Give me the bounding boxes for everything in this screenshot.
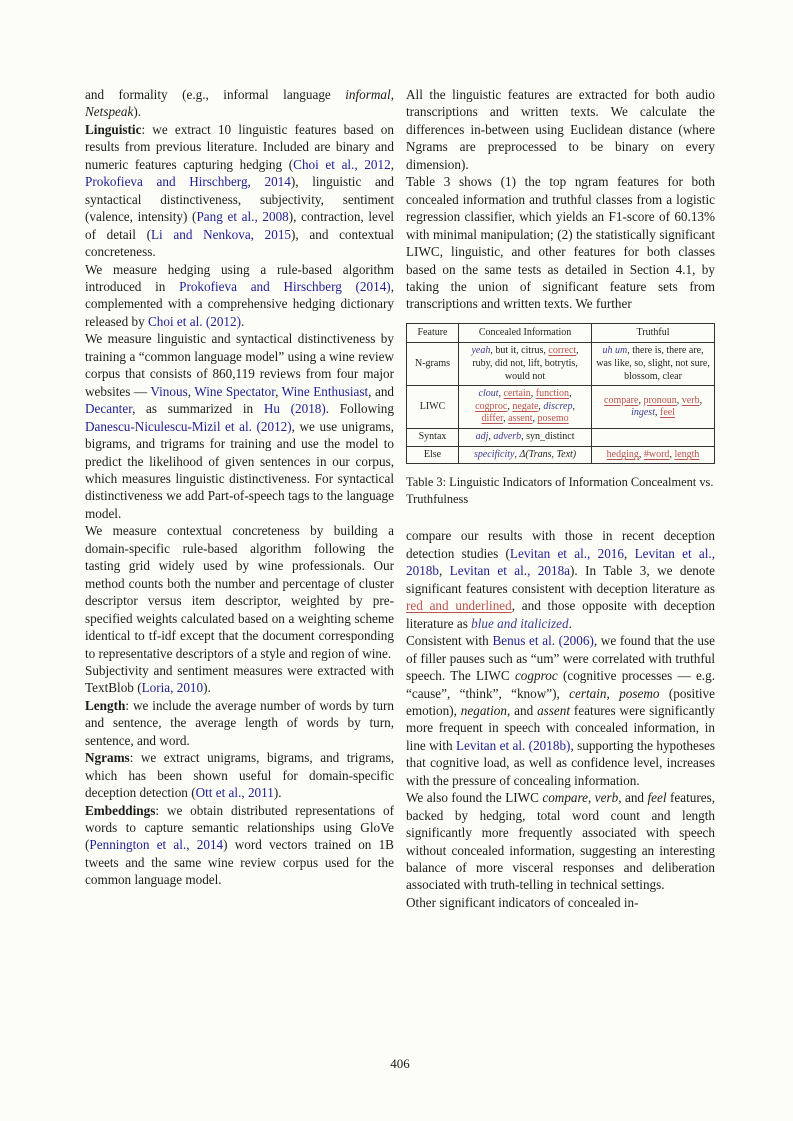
blue-italic-feature: uh um (602, 345, 628, 357)
two-column-layout (85, 86, 715, 911)
table-row (407, 446, 715, 464)
column-header-truthful: Truthful (592, 323, 715, 343)
text-segment: : we obtain distributed representations of words to capture semantic relationships using GloVe ( (85, 802, 394, 853)
red-underlined-feature: pronoun (643, 394, 677, 406)
text-segment: ). In Table 3, we denote significant features consistent with deception literature as (406, 563, 716, 596)
text-segment: certain (569, 685, 607, 701)
text-segment: , (507, 400, 513, 412)
text-segment: , supporting the hypotheses that cognitive load, as well as confidence level, increases with the pressure of concealing information. (406, 737, 715, 788)
right-column-top-paragraphs (406, 86, 715, 313)
red-underlined-feature: #word (643, 448, 670, 460)
text-segment: features were significantly more frequent in speech with concealed information, in line with (406, 702, 715, 753)
text-segment: compare our results with those in recent deception detection studies ( (406, 528, 715, 561)
text-segment: , (654, 407, 660, 419)
text-segment: : we extract unigrams, bigrams, and trigrams, which has been shown useful for domain-specific deception detection ( (85, 750, 394, 801)
text-segment: , (390, 156, 394, 172)
red-underlined-feature: assent (508, 413, 533, 425)
feature-cell: N-grams (407, 343, 459, 386)
text-segment: verb (594, 790, 619, 806)
text-segment: , and those opposite with deception literature as (406, 598, 715, 631)
text-segment: Subjectivity and sentiment measures were extracted with TextBlob ( (85, 662, 394, 696)
paragraph (406, 86, 715, 173)
text-segment: Length (85, 697, 126, 713)
text-segment: , (569, 388, 572, 400)
citation-link[interactable]: Wine Spectator (194, 383, 276, 399)
paragraph (406, 632, 715, 789)
red-underlined-feature: hedging (606, 448, 639, 460)
citation-link[interactable]: Ott et al., 2011 (195, 785, 274, 801)
red-underlined-feature: differ (481, 413, 504, 425)
text-segment: , (514, 448, 520, 460)
text-segment: , (390, 87, 394, 102)
table-header-row (407, 323, 715, 343)
text-segment: Other significant indicators of concealed in- (406, 894, 639, 910)
paragraph (85, 261, 394, 331)
blue-italic-feature: blue and italicized (471, 615, 569, 631)
text-segment: and formality (e.g., informal language (85, 87, 346, 102)
citation-link[interactable]: Hu (2018) (263, 401, 326, 417)
concealed-information-cell (459, 386, 592, 429)
text-segment: Ngrams (85, 750, 130, 766)
text-segment: , (638, 448, 644, 460)
table-3-container (406, 323, 715, 464)
concealed-information-cell (459, 446, 592, 464)
text-segment: ), linguistic and syntactical distinctiveness, subjectivity, sentiment (valence, intensity) ( (85, 174, 394, 225)
citation-link[interactable]: Choi et al. (2012) (147, 313, 242, 329)
text-segment: . (568, 615, 572, 631)
right-column (406, 86, 715, 911)
paragraph (406, 527, 715, 632)
text-segment: , (498, 388, 504, 400)
paragraph (406, 894, 715, 911)
text-segment: (positive emotion), (406, 685, 715, 718)
text-segment: . (241, 313, 245, 329)
text-segment: , (538, 400, 544, 412)
text-segment: , (669, 448, 675, 460)
red-underlined-feature: negate (512, 400, 539, 412)
text-segment: Linguistic (85, 121, 142, 137)
text-segment: negation (460, 702, 507, 718)
text-segment: , (488, 431, 494, 443)
text-segment: We measure contextual concreteness by building a domain-specific rule-based algorithm following the tasting grid widely used by wine professionals. Our method counts both the number and percentage of cluster descriptor versus item descriptor, weighted by pre-specified weights calculated based on a weighting scheme identical to tf-idf except that the document corresponding to representative descriptors of a style and region of wine. (85, 523, 394, 661)
text-segment: ). (273, 785, 282, 801)
red-underlined-feature: feel (659, 407, 675, 419)
table-caption: Table 3: Linguistic Indicators of Information Concealment vs. Truthfulness (406, 475, 714, 506)
text-segment: , (503, 413, 509, 425)
concealed-information-cell (459, 343, 592, 386)
feature-cell: Syntax (407, 429, 459, 447)
text-segment: We also found the LIWC (406, 790, 543, 806)
text-segment: features, backed by hedging, total word count and length significantly more frequently associated with speech without concealed information, suggesting an interesting balance of more visceral responses and deliberation associated with truth-telling in technical settings. (406, 790, 716, 893)
text-segment: : we include the average number of words by turn and sentence, the average length of words by turn, sentence, and word. (85, 697, 394, 748)
paragraph (85, 802, 394, 889)
table-row (407, 429, 715, 447)
citation-link[interactable]: Levitan et al. (2018b) (455, 737, 571, 753)
text-segment: : we extract 10 linguistic features based on results from previous literature. Included are binary and numeric features capturing hedging ( (85, 121, 394, 172)
text-segment: We measure linguistic and syntactical distinctiveness by training a “common language model” using a wine review corpus that consists of 860,119 reviews from four major websites — (85, 331, 394, 399)
text-segment: , (187, 383, 195, 399)
feature-cell: Else (407, 446, 459, 464)
text-segment: , (699, 394, 703, 406)
table-row (407, 386, 715, 429)
page-number: 406 (390, 1056, 410, 1071)
feature-cell: LIWC (407, 386, 459, 429)
column-header-concealed: Concealed Information (459, 323, 592, 343)
text-segment: We measure hedging using a rule-based algorithm introduced in (85, 261, 394, 294)
citation-link[interactable]: Benus et al. (2006) (492, 633, 594, 649)
text-segment: Δ(Trans, Text) (519, 448, 577, 460)
paragraph (406, 173, 715, 313)
right-column-bottom-paragraphs (406, 527, 715, 911)
citation-link[interactable]: Choi et al., 2012 (293, 156, 391, 172)
text-segment: Consistent with (406, 633, 493, 649)
text-segment: ) word vectors trained on 1B tweets and the same wine review corpus used for the common language model. (85, 837, 394, 888)
red-underlined-feature: posemo (537, 413, 569, 425)
citation-link[interactable]: Levitan et al., 2018b (406, 545, 716, 579)
text-segment: compare (542, 790, 589, 806)
paragraph (85, 697, 394, 749)
left-column (85, 86, 394, 911)
citation-link[interactable]: Prokofieva and Hirschberg, 2014 (85, 174, 291, 190)
text-segment: , (676, 394, 682, 406)
text-segment: , ruby, did not, lift, botrytis, would not (472, 345, 579, 382)
truthful-cell (592, 429, 715, 447)
text-segment: , (275, 383, 282, 399)
citation-link[interactable]: Prokofieva and Hirschberg (2014) (179, 278, 391, 294)
text-segment: (cognitive processes — e.g. “cause”, “think”, “know”), (406, 668, 715, 701)
truthful-cell (592, 386, 715, 429)
column-header-feature: Feature (407, 323, 459, 343)
paragraph (406, 789, 715, 894)
table-body (407, 343, 715, 464)
linguistic-indicators-table (406, 323, 715, 464)
paragraph (85, 522, 394, 662)
red-underlined-feature: certain (503, 388, 531, 400)
citation-link[interactable]: Levitan et al., 2018a (449, 563, 571, 579)
text-segment: Table 3 shows (1) the top ngram features for both concealed information and truthful classes from a logistic regression classifier, which yields an F1-score of 60.13% with minimal manipulation; (2) the statistically significant LIWC, linguistic, and other features for both classes based on the same tests as detailed in Section 4.1, by taking the union of significant feature sets from transcriptions and written texts. We further (406, 174, 715, 312)
paragraph (85, 749, 394, 801)
citation-link[interactable]: Loria, 2010 (141, 680, 204, 696)
text-segment: posemo (619, 685, 660, 701)
text-segment: , we found that the use of filler pauses such as “um” were correlated with truthful speech. The LIWC (406, 633, 715, 684)
text-segment: informal (345, 87, 391, 102)
citation-link[interactable]: Levitan et al., 2016 (509, 545, 624, 561)
text-segment: ), contraction, level of detail ( (85, 209, 394, 242)
text-segment: ). (133, 104, 142, 120)
text-segment: ), and contextual concreteness. (85, 226, 395, 260)
text-segment: , (624, 545, 635, 561)
text-segment: , (638, 394, 644, 406)
text-segment: All the linguistic features are extracted for both audio transcriptions and written texts. We calculate the differences in-between using Euclidean distance (where Ngrams are preprocessed to be binary on every dimension). (406, 87, 715, 172)
text-segment: , (530, 388, 536, 400)
citation-link[interactable]: Decanter (85, 401, 133, 417)
text-segment: , (588, 790, 595, 806)
text-segment: , there is, there are, was like, so, slight, not sure, blossom, clear (596, 345, 710, 382)
concealed-information-cell (459, 429, 592, 447)
blue-italic-feature: specificity (473, 448, 515, 460)
red-underlined-feature: function (535, 388, 570, 400)
table-row (407, 343, 715, 386)
citation-link[interactable]: Danescu-Niculescu-Mizil et al. (2012) (85, 418, 292, 434)
red-underlined-feature: red and underlined (406, 598, 512, 614)
text-segment: , as summarized in (132, 401, 264, 417)
citation-link[interactable]: Vinous (150, 383, 188, 399)
blue-italic-feature: clout (478, 388, 499, 400)
blue-italic-feature: adj (475, 431, 489, 443)
red-underlined-feature: cogproc (475, 400, 508, 412)
blue-italic-feature: adverb (493, 431, 522, 443)
truthful-cell (592, 446, 715, 464)
text-segment: feel (647, 790, 667, 806)
red-underlined-feature: compare (604, 394, 639, 406)
text-segment: , complemented with a comprehensive hedging dictionary released by (85, 278, 394, 329)
blue-italic-feature: discrep (543, 400, 573, 412)
blue-italic-feature: yeah (471, 345, 491, 357)
text-segment: , and (368, 383, 395, 399)
text-segment: , (606, 685, 620, 701)
truthful-cell (592, 343, 715, 386)
red-underlined-feature: length (674, 448, 700, 460)
red-underlined-feature: verb (681, 394, 700, 406)
text-segment: , we use unigrams, bigrams, and trigrams for training and use the model to predict the likelihood of given sentences in our corpus, which measures linguistic distinctiveness. For syntactical distinctiveness we add Part-of-speech tags to the language model. (85, 418, 394, 521)
text-segment: , (572, 400, 575, 412)
text-segment: , but it, citrus, (490, 345, 549, 357)
text-segment: , syn_distinct (521, 431, 575, 443)
text-segment: . Following (325, 401, 394, 417)
text-segment: , and (618, 790, 648, 806)
text-segment: cogproc (514, 668, 558, 684)
text-segment: Embeddings (85, 802, 156, 818)
citation-link[interactable]: Li and Nenkova, 2015 (151, 226, 292, 242)
paragraph (85, 330, 394, 522)
citation-link[interactable]: Pennington et al., 2014 (89, 837, 224, 853)
text-segment: , (532, 413, 538, 425)
text-segment: , and (506, 702, 538, 718)
red-underlined-feature: correct (548, 345, 577, 357)
text-segment: assent (537, 702, 571, 718)
paragraph (85, 121, 394, 261)
text-segment: ). (203, 680, 211, 696)
citation-link[interactable]: Pang et al., 2008 (196, 209, 289, 225)
citation-link[interactable]: Wine Enthusiast (281, 383, 369, 399)
text-segment: Netspeak (85, 104, 134, 120)
text-segment: , (438, 563, 450, 579)
paragraph (85, 662, 394, 697)
blue-italic-feature: ingest (631, 407, 655, 419)
paragraph (85, 86, 394, 121)
